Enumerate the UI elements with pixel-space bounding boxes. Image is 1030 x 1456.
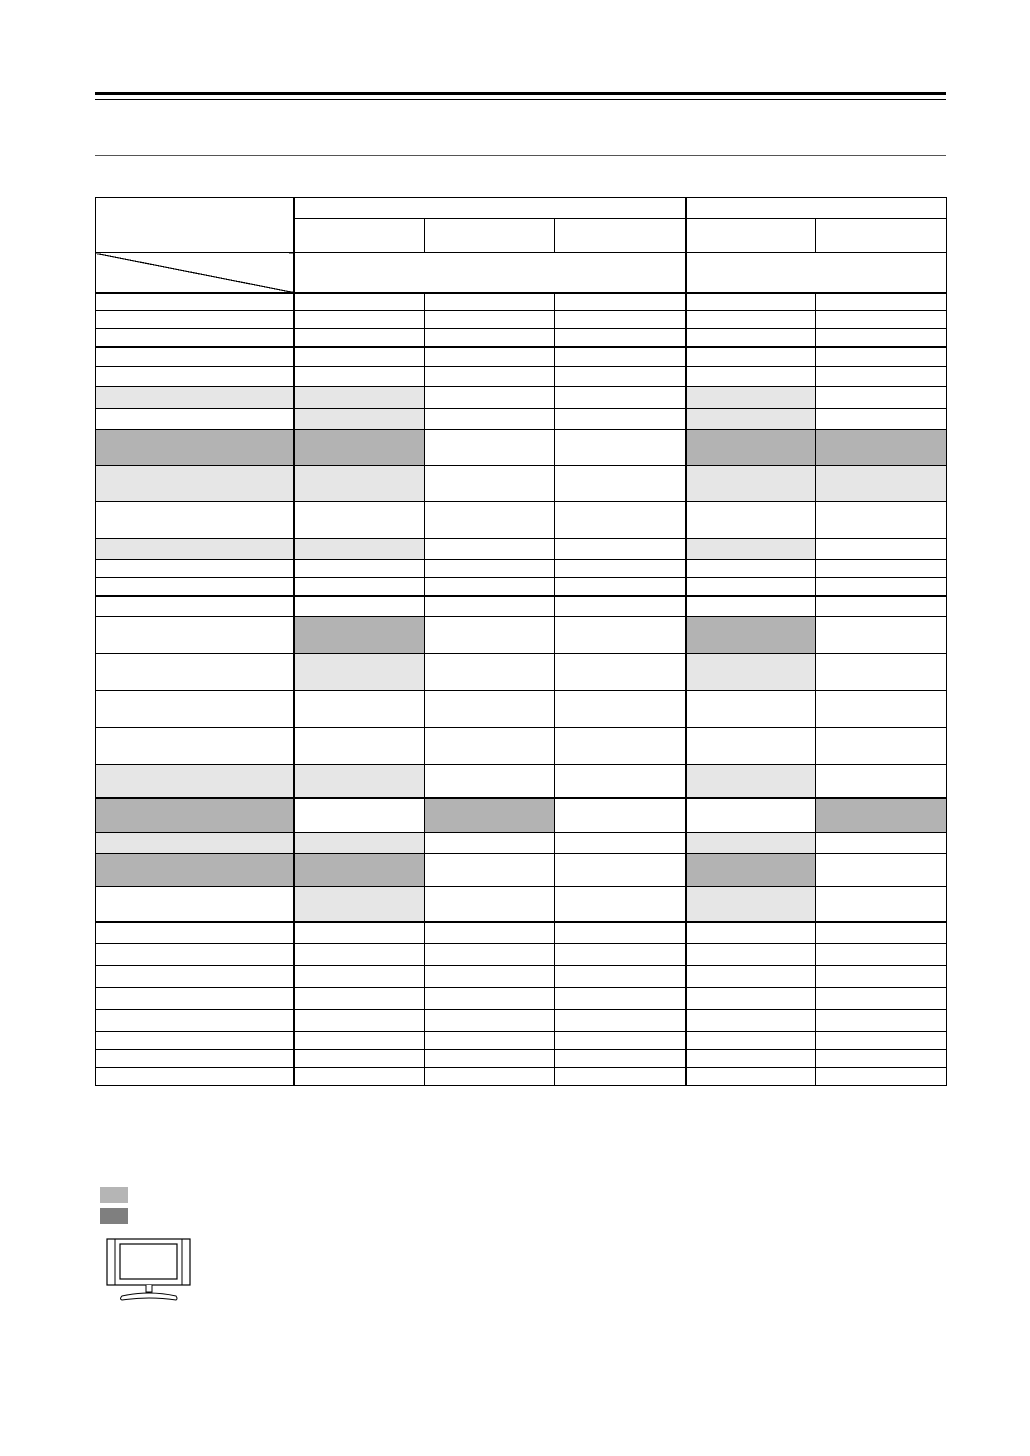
table-cell	[425, 887, 555, 922]
row-label	[96, 728, 294, 765]
table-cell	[425, 944, 555, 966]
header-mode-left	[294, 253, 686, 293]
table-row	[96, 922, 947, 944]
row-label	[96, 887, 294, 922]
table-cell	[425, 691, 555, 728]
table-row	[96, 854, 947, 887]
table-row	[96, 944, 947, 966]
table-cell	[555, 1032, 686, 1050]
table-row	[96, 1010, 947, 1032]
table-cell	[816, 409, 947, 430]
row-label	[96, 833, 294, 854]
header-sub-column	[425, 219, 555, 253]
table-row	[96, 409, 947, 430]
legend-swatch-dark	[100, 1208, 128, 1224]
table-cell	[686, 1032, 816, 1050]
table-cell	[686, 578, 816, 596]
table-cell	[555, 466, 686, 502]
table-cell	[686, 560, 816, 578]
table-cell	[816, 854, 947, 887]
table-cell	[555, 387, 686, 409]
table-cell	[816, 922, 947, 944]
table-cell	[686, 854, 816, 887]
table-cell	[294, 502, 425, 539]
table-cell	[555, 887, 686, 922]
row-label	[96, 430, 294, 466]
table-cell	[555, 560, 686, 578]
table-cell	[555, 347, 686, 367]
table-cell	[816, 1010, 947, 1032]
page-title	[95, 110, 946, 146]
table-cell	[816, 387, 947, 409]
table-cell	[686, 922, 816, 944]
table-cell	[294, 409, 425, 430]
header-sub-column	[816, 219, 947, 253]
table-cell	[294, 539, 425, 560]
table-cell	[816, 654, 947, 691]
settings-table-container	[95, 197, 946, 1085]
table-cell	[294, 887, 425, 922]
table-cell	[425, 1050, 555, 1068]
table-cell	[555, 944, 686, 966]
table-cell	[816, 502, 947, 539]
table-cell	[294, 1050, 425, 1068]
table-cell	[555, 502, 686, 539]
table-cell	[425, 311, 555, 329]
table-row	[96, 311, 947, 329]
table-cell	[294, 654, 425, 691]
table-cell	[425, 765, 555, 798]
table-cell	[294, 347, 425, 367]
table-cell	[294, 430, 425, 466]
table-cell	[686, 409, 816, 430]
table-cell	[816, 617, 947, 654]
row-label	[96, 1068, 294, 1086]
table-cell	[686, 347, 816, 367]
table-cell	[425, 502, 555, 539]
row-label	[96, 466, 294, 502]
table-cell	[816, 578, 947, 596]
settings-table	[95, 197, 947, 1086]
table-cell	[686, 1050, 816, 1068]
row-label	[96, 387, 294, 409]
table-cell	[294, 560, 425, 578]
table-cell	[686, 596, 816, 617]
table-cell	[555, 578, 686, 596]
table-cell	[425, 833, 555, 854]
table-cell	[294, 798, 425, 833]
row-label	[96, 1010, 294, 1032]
table-cell	[294, 367, 425, 387]
table-cell	[425, 466, 555, 502]
table-cell	[816, 798, 947, 833]
legend-item-dark	[100, 1205, 136, 1226]
title-rule	[95, 155, 946, 156]
table-cell	[686, 988, 816, 1010]
row-label	[96, 922, 294, 944]
table-cell	[555, 409, 686, 430]
table-cell	[816, 988, 947, 1010]
table-cell	[425, 347, 555, 367]
table-row	[96, 1050, 947, 1068]
table-cell	[294, 691, 425, 728]
header-sub-column	[686, 219, 816, 253]
header-sub-column	[294, 219, 425, 253]
table-row	[96, 887, 947, 922]
table-cell	[555, 1068, 686, 1086]
table-cell	[686, 944, 816, 966]
table-cell	[555, 654, 686, 691]
table-cell	[816, 966, 947, 988]
table-cell	[294, 596, 425, 617]
table-cell	[816, 765, 947, 798]
table-cell	[816, 944, 947, 966]
table-cell	[816, 560, 947, 578]
table-cell	[294, 293, 425, 311]
table-cell	[294, 988, 425, 1010]
table-cell	[555, 922, 686, 944]
table-cell	[816, 596, 947, 617]
header-group-right	[686, 198, 947, 219]
table-cell	[686, 329, 816, 347]
table-cell	[294, 728, 425, 765]
table-row	[96, 966, 947, 988]
table-cell	[294, 466, 425, 502]
table-cell	[425, 387, 555, 409]
table-cell	[686, 430, 816, 466]
table-cell	[816, 1050, 947, 1068]
table-cell	[686, 387, 816, 409]
table-row	[96, 387, 947, 409]
table-cell	[555, 833, 686, 854]
table-cell	[686, 966, 816, 988]
table-row	[96, 617, 947, 654]
row-label	[96, 311, 294, 329]
row-label	[96, 691, 294, 728]
table-cell	[686, 798, 816, 833]
table-cell	[425, 367, 555, 387]
table-cell	[686, 466, 816, 502]
header-group-left	[294, 198, 686, 219]
table-cell	[555, 765, 686, 798]
header-rule-thick	[95, 92, 946, 95]
table-cell	[294, 1068, 425, 1086]
table-cell	[425, 728, 555, 765]
table-cell	[425, 596, 555, 617]
table-cell	[686, 311, 816, 329]
table-cell	[294, 833, 425, 854]
row-label	[96, 1032, 294, 1050]
table-cell	[555, 1050, 686, 1068]
table-cell	[555, 539, 686, 560]
table-cell	[816, 887, 947, 922]
table-cell	[294, 578, 425, 596]
table-row	[96, 654, 947, 691]
table-cell	[816, 833, 947, 854]
table-cell	[686, 1010, 816, 1032]
header-sub-column	[555, 219, 686, 253]
table-cell	[555, 966, 686, 988]
row-label	[96, 765, 294, 798]
table-cell	[425, 922, 555, 944]
table-cell	[425, 854, 555, 887]
table-row	[96, 329, 947, 347]
table-cell	[425, 539, 555, 560]
table-cell	[294, 329, 425, 347]
table-cell	[294, 311, 425, 329]
table-cell	[555, 367, 686, 387]
table-cell	[294, 1032, 425, 1050]
table-cell	[425, 1032, 555, 1050]
row-label	[96, 944, 294, 966]
table-row	[96, 1068, 947, 1086]
table-cell	[686, 833, 816, 854]
table-row	[96, 466, 947, 502]
table-cell	[686, 1068, 816, 1086]
table-row	[96, 539, 947, 560]
table-cell	[816, 347, 947, 367]
table-cell	[816, 293, 947, 311]
table-cell	[555, 691, 686, 728]
table-row	[96, 988, 947, 1010]
table-cell	[425, 1068, 555, 1086]
shading-legend	[100, 1184, 136, 1226]
table-row	[96, 596, 947, 617]
table-row	[96, 691, 947, 728]
table-cell	[686, 728, 816, 765]
table-cell	[555, 596, 686, 617]
table-cell	[686, 887, 816, 922]
table-cell	[294, 1010, 425, 1032]
table-row	[96, 728, 947, 765]
row-label	[96, 854, 294, 887]
table-row	[96, 367, 947, 387]
table-row	[96, 502, 947, 539]
header-rule-thin	[95, 99, 946, 100]
table-cell	[294, 617, 425, 654]
table-cell	[425, 654, 555, 691]
table-cell	[555, 430, 686, 466]
row-label	[96, 329, 294, 347]
table-cell	[425, 329, 555, 347]
table-cell	[555, 293, 686, 311]
monitor-icon	[106, 1238, 192, 1302]
table-row	[96, 347, 947, 367]
table-row	[96, 293, 947, 311]
header-corner	[96, 198, 294, 253]
table-cell	[555, 854, 686, 887]
table-cell	[816, 466, 947, 502]
table-cell	[686, 367, 816, 387]
table-cell	[425, 988, 555, 1010]
table-cell	[294, 944, 425, 966]
table-cell	[686, 654, 816, 691]
table-cell	[555, 988, 686, 1010]
row-label	[96, 798, 294, 833]
table-cell	[816, 311, 947, 329]
table-cell	[816, 728, 947, 765]
table-cell	[555, 329, 686, 347]
table-cell	[686, 691, 816, 728]
table-cell	[425, 560, 555, 578]
table-cell	[816, 539, 947, 560]
row-label	[96, 578, 294, 596]
table-row	[96, 765, 947, 798]
table-cell	[294, 966, 425, 988]
table-cell	[425, 430, 555, 466]
table-cell	[816, 691, 947, 728]
table-cell	[555, 617, 686, 654]
row-label	[96, 966, 294, 988]
header-diagonal-cell	[96, 253, 294, 293]
table-cell	[555, 311, 686, 329]
row-label	[96, 502, 294, 539]
row-label	[96, 1050, 294, 1068]
table-cell	[425, 578, 555, 596]
table-cell	[425, 1010, 555, 1032]
legend-swatch-light	[100, 1187, 128, 1203]
table-cell	[294, 922, 425, 944]
table-row	[96, 833, 947, 854]
table-cell	[686, 617, 816, 654]
table-cell	[294, 765, 425, 798]
table-cell	[555, 798, 686, 833]
row-label	[96, 347, 294, 367]
row-label	[96, 539, 294, 560]
table-cell	[294, 387, 425, 409]
table-cell	[425, 293, 555, 311]
row-label	[96, 560, 294, 578]
row-label	[96, 988, 294, 1010]
table-row	[96, 578, 947, 596]
row-label	[96, 596, 294, 617]
legend-item-light	[100, 1184, 136, 1205]
row-label	[96, 409, 294, 430]
table-cell	[816, 329, 947, 347]
header-mode-right	[686, 253, 947, 293]
table-cell	[816, 430, 947, 466]
table-row	[96, 430, 947, 466]
table-row	[96, 560, 947, 578]
table-cell	[425, 798, 555, 833]
row-label	[96, 293, 294, 311]
table-cell	[816, 367, 947, 387]
table-row	[96, 1032, 947, 1050]
row-label	[96, 617, 294, 654]
table-cell	[686, 765, 816, 798]
table-cell	[686, 502, 816, 539]
table-cell	[686, 539, 816, 560]
table-cell	[555, 728, 686, 765]
table-row	[96, 798, 947, 833]
table-cell	[425, 617, 555, 654]
table-cell	[816, 1032, 947, 1050]
table-cell	[555, 1010, 686, 1032]
table-cell	[816, 1068, 947, 1086]
row-label	[96, 367, 294, 387]
table-cell	[686, 293, 816, 311]
table-cell	[425, 966, 555, 988]
table-cell	[294, 854, 425, 887]
row-label	[96, 654, 294, 691]
table-cell	[425, 409, 555, 430]
